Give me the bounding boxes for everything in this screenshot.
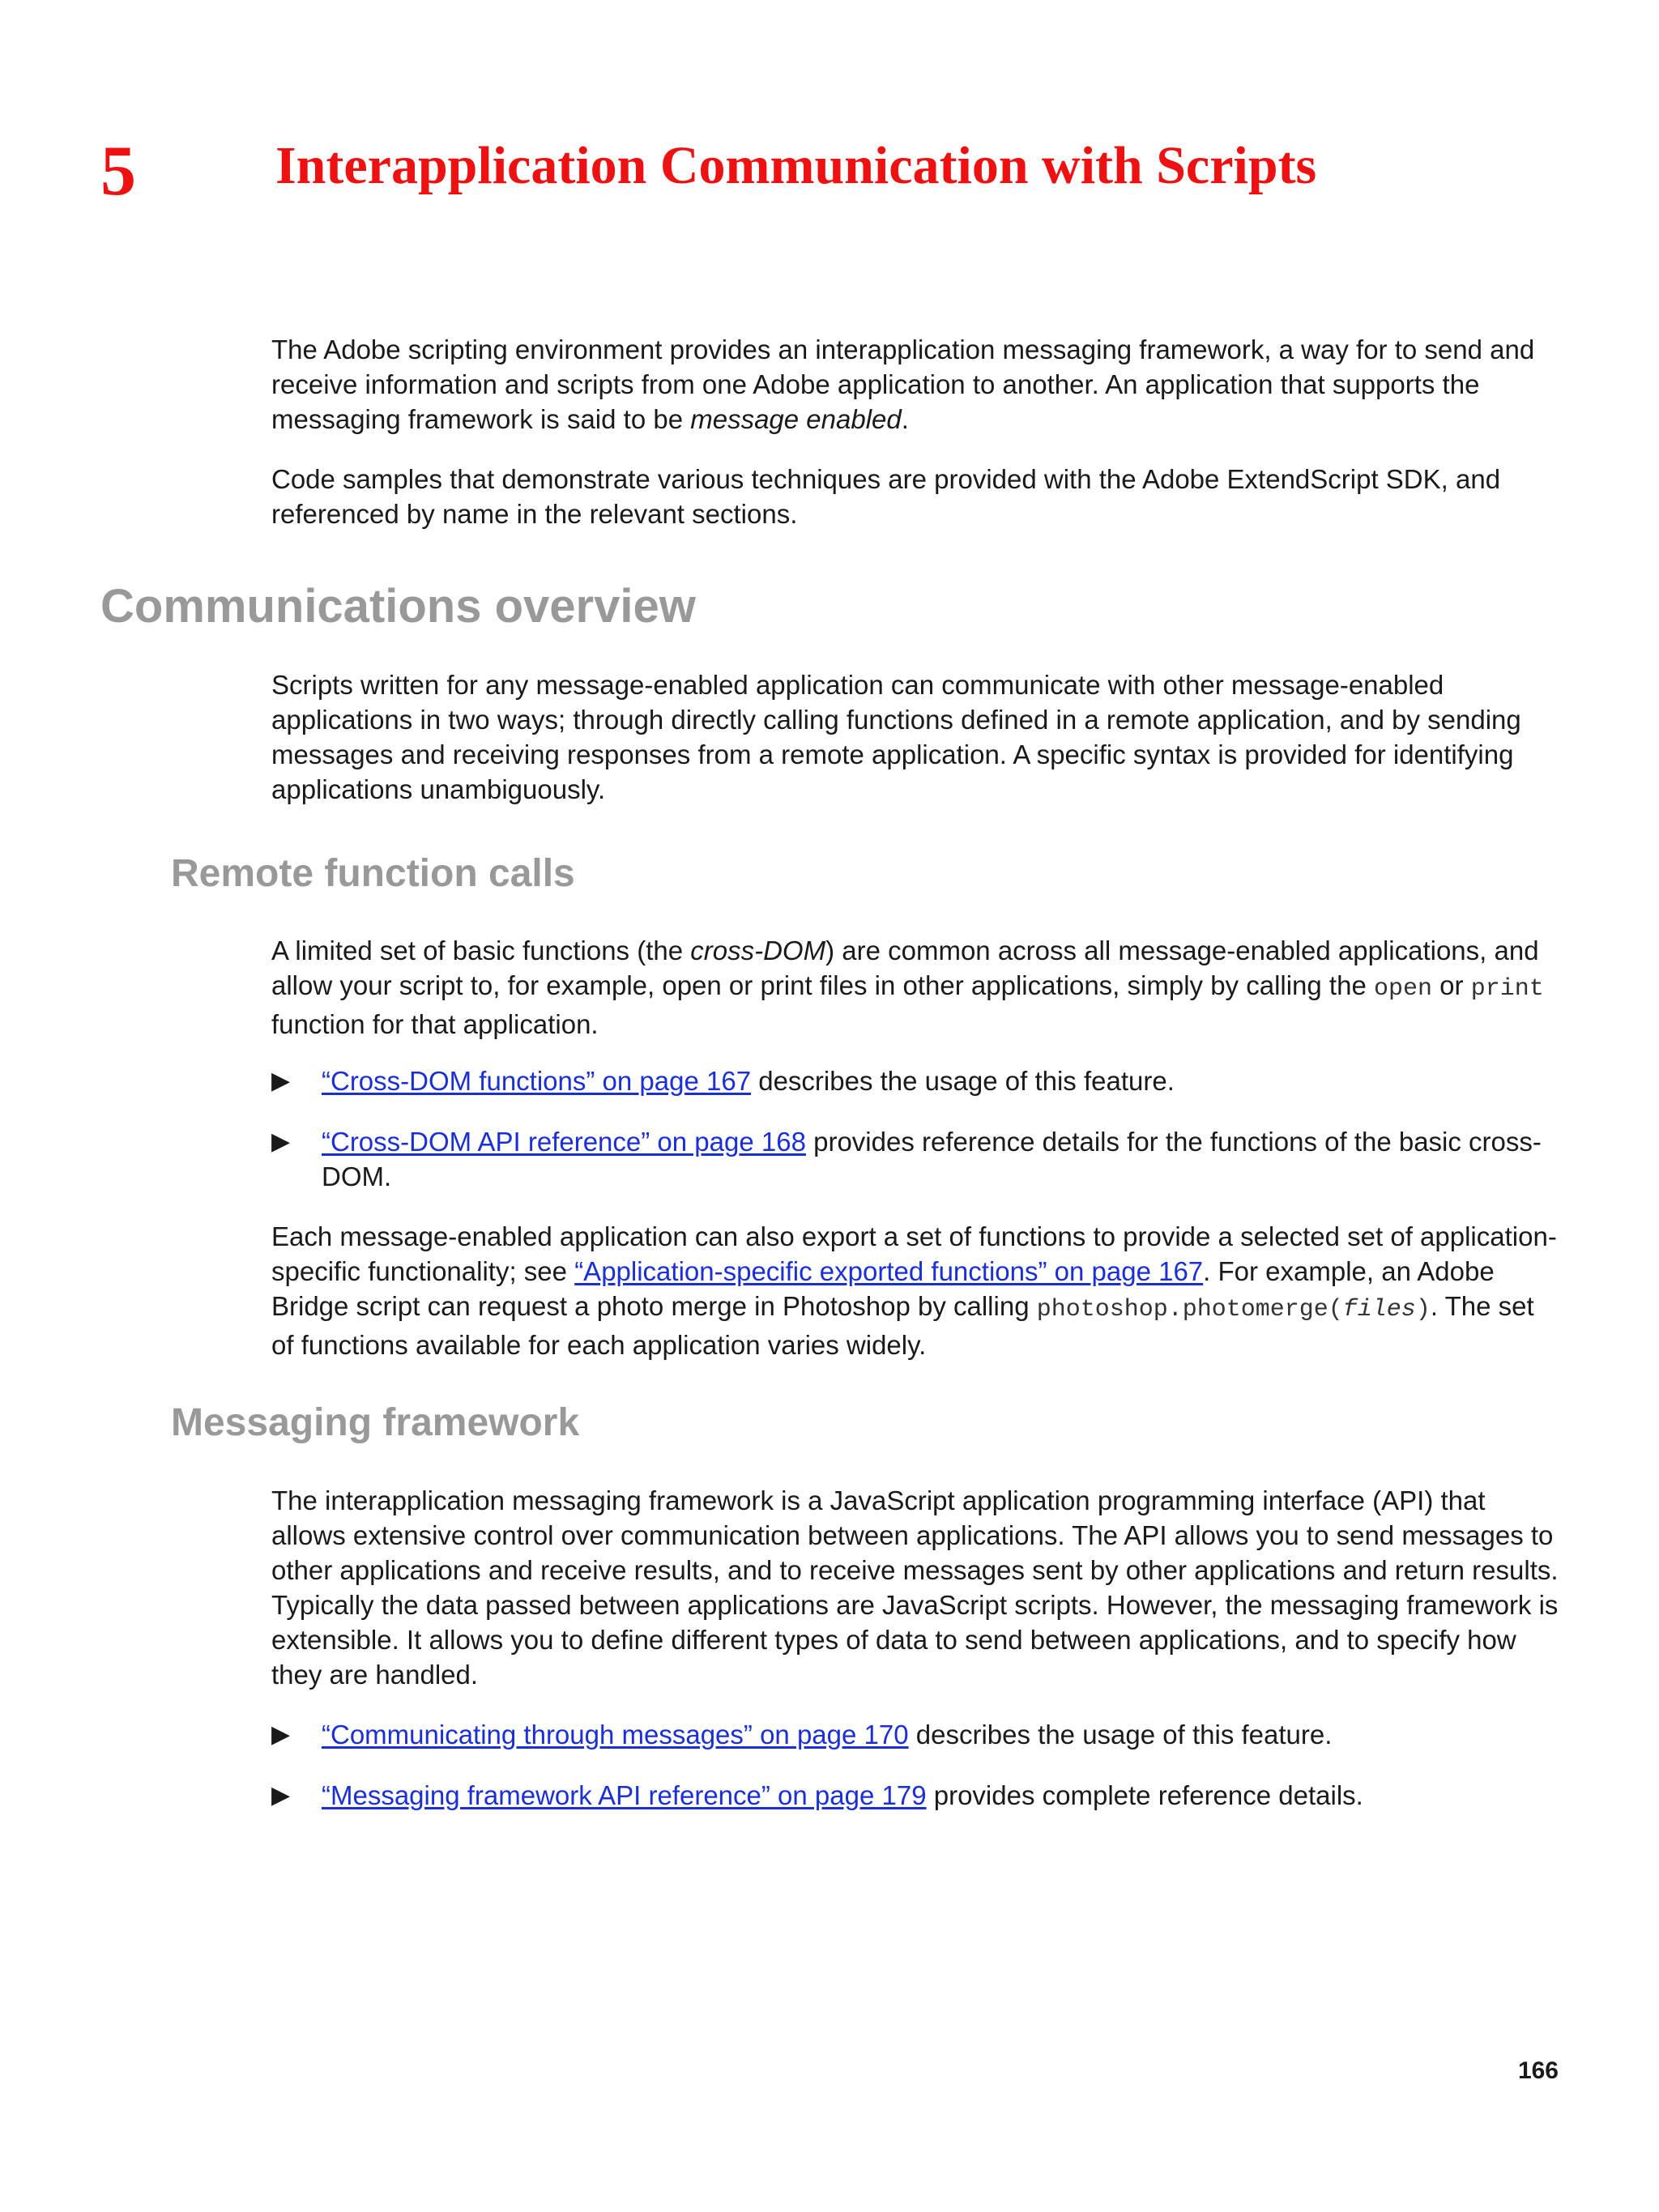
bullet-text <box>322 1063 1559 1098</box>
remote-p2-text-c: . The set of functions available for each application varies widely. <box>271 1291 1534 1360</box>
bullet-arrow-icon: ▶ <box>271 1782 291 1809</box>
remote-paragraph-1 <box>271 933 1559 1042</box>
chapter-title: Interapplication Communication with Scripts <box>275 136 1317 195</box>
link-communicating-through-messages[interactable]: “Communicating through messages” on page 170 <box>322 1720 909 1750</box>
link-messaging-framework-api-reference[interactable]: “Messaging framework API reference” on page 179 <box>322 1780 927 1810</box>
intro-emphasis: message enabled <box>690 404 902 434</box>
page-number: 166 <box>1517 2057 1559 2084</box>
link-cross-dom-functions[interactable]: “Cross-DOM functions” on page 167 <box>322 1066 752 1096</box>
bullet-description: provides reference details for the functions of the basic cross-DOM. <box>322 1127 1542 1191</box>
remote-text-a: A limited set of basic functions (the <box>271 936 691 965</box>
remote-emphasis: cross-DOM <box>690 936 826 965</box>
bullet-description: describes the usage of this feature. <box>751 1066 1175 1096</box>
remote-paragraph-2 <box>271 1219 1559 1362</box>
intro-paragraph-1 <box>271 332 1559 437</box>
section-heading-overview: Communications overview <box>100 580 696 633</box>
code-photomerge-close: ) <box>1415 1296 1431 1323</box>
remote-p2-text-a: Each message-enabled application can also export a set of functions to provide a selected set of application-specific functionality; see <box>271 1221 1557 1286</box>
code-photomerge-call: photoshop.photomerge( <box>1036 1296 1343 1323</box>
intro-text-a: The Adobe scripting environment provides an interapplication messaging framework, a way for to send and receive information and scripts from one Adobe application to another. An application that supports the messaging framework is said to be <box>271 335 1535 434</box>
bullet-text <box>322 1717 1559 1752</box>
link-application-specific-functions[interactable]: “Application-specific exported functions” on page 167 <box>574 1256 1204 1286</box>
bullet-description: provides complete reference details. <box>926 1780 1363 1810</box>
code-photomerge <box>1037 1296 1431 1323</box>
remote-text-d: function for that application. <box>271 1009 599 1039</box>
remote-text-b: ) are common across all message-enabled applications, and allow your script to, for example, open or print files in other applications, simply by calling the <box>271 936 1539 1000</box>
bullet-arrow-icon: ▶ <box>271 1721 291 1748</box>
overview-paragraph: Scripts written for any message-enabled application can communicate with other message-enabled applications in two ways; through directly calling functions defined in a remote application, and by sending messages and receiving responses from a remote application. A specific syntax is provided for identifying applications unambiguously. <box>271 670 1521 804</box>
bullet-description: describes the usage of this feature. <box>908 1720 1333 1750</box>
remote-p2-text-b: . For example, an Adobe Bridge script can request a photo merge in Photoshop by calling <box>271 1256 1495 1321</box>
code-open: open <box>1373 975 1432 1003</box>
intro-text-b: . <box>901 404 909 434</box>
code-photomerge-arg: files <box>1342 1296 1416 1323</box>
intro-paragraph-2: Code samples that demonstrate various techniques are provided with the Adobe ExtendScript SDK, and referenced by name in the relevant sections. <box>271 464 1501 529</box>
remote-text-c: or <box>1432 970 1471 1000</box>
subsection-heading-messaging: Messaging framework <box>171 1401 580 1444</box>
subsection-heading-remote: Remote function calls <box>171 852 575 895</box>
bullet-text <box>322 1778 1559 1813</box>
chapter-number: 5 <box>100 132 136 211</box>
code-print: print <box>1470 975 1544 1003</box>
link-cross-dom-api-reference[interactable]: “Cross-DOM API reference” on page 168 <box>322 1127 806 1157</box>
bullet-arrow-icon: ▶ <box>271 1128 291 1155</box>
bullet-text <box>322 1124 1559 1194</box>
bullet-arrow-icon: ▶ <box>271 1068 291 1094</box>
messaging-paragraph: The interapplication messaging framework is a JavaScript application programming interface (API) that allows extensive control over communication between applications. The API allows you to send messages to other applications and receive results, and to receive messages sent by other applications and return results. Typically the data passed between applications are JavaScript scripts. However, the messaging framework is extensible. It allows you to define different types of data to send between applications, and to specify how they are handled. <box>271 1485 1559 1690</box>
